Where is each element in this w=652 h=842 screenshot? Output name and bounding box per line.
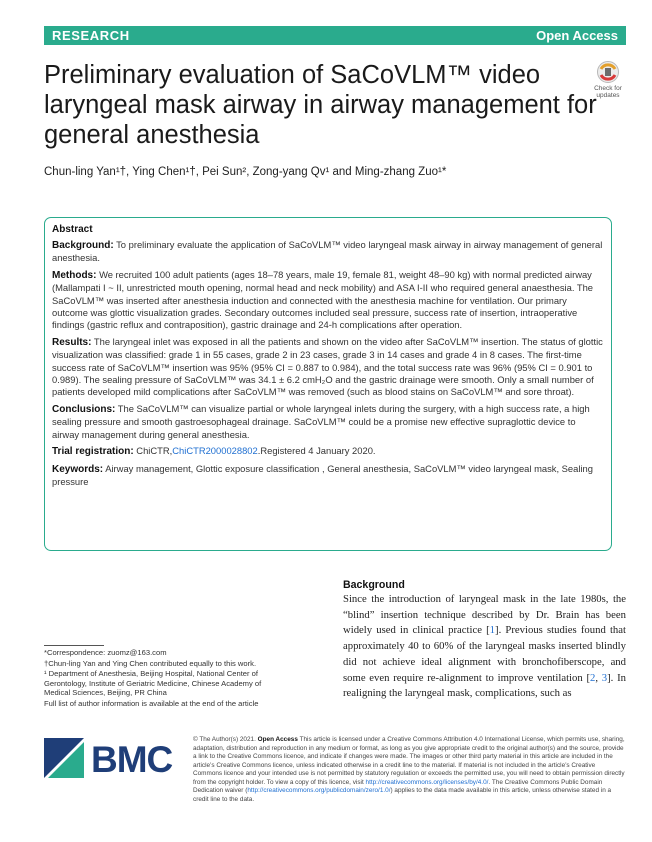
abstract-text: The laryngeal inlet was exposed in all the patients and shown on the video after SaCoVLM™ insertion. The status of glottic visualization was classified: grade 1 in 55 cases, grade 2 in 23 cases, grade 3 in 14 cases and grade 4 in 8 cases. The first-time success rate of SaCoVLM™ insertion was 95% (95% CI = 0.887 to 0.984), and the total success rate was 96% (95% CI = 0.901 to 0.989). The sealing pressure of SaCoVLM™ was 34.1 ± 6.2 cmH₂O and the gastric drainage were smooth. Only a small number of patients developed mild complications after SaCoVLM™ was removed (such as blood stains on SaCoVLM™ and sore throat).: [52, 335, 603, 398]
citation-link[interactable]: 2: [590, 671, 596, 684]
check-for-updates-icon: [590, 60, 626, 86]
body-text: ,: [595, 671, 602, 684]
section-label: RESEARCH: [52, 28, 130, 43]
author-list: Chun-ling Yan¹†, Ying Chen¹†, Pei Sun², Zong-yang Qv¹ and Ming-zhang Zuo¹*: [44, 166, 447, 178]
bmc-logo-mark-icon: [44, 738, 86, 778]
body-text: Since the introduction of laryngeal mask in the late 1980s, the “blind” insertion technique described by Dr. Brain has been widely used in clinical practice [: [343, 593, 626, 637]
body-column: [343, 578, 626, 702]
trial-label: Trial registration:: [52, 446, 134, 458]
body-text: ]. In realigning the laryngeal mask, complications, such as: [343, 671, 627, 700]
bmc-logo-text: BMC: [91, 739, 173, 780]
abstract-box: [44, 217, 612, 551]
equal-contribution-note: †Chun-ling Yan and Ying Chen contributed equally to this work.: [44, 658, 257, 668]
background-paragraph: [343, 592, 626, 702]
author-info-note: Full list of author information is available at the end of the article: [44, 698, 259, 708]
license-link[interactable]: http://creativecommons.org/licenses/by/4.0/: [365, 778, 489, 786]
abstract-methods: [52, 269, 604, 332]
citation-link[interactable]: 3: [601, 671, 608, 684]
keywords-label: Keywords:: [52, 463, 104, 475]
abstract-label: Results:: [52, 336, 92, 348]
trial-registration: [52, 445, 604, 458]
section-banner: [44, 26, 626, 45]
keywords-text: Airway management, Glottic exposure classification , General anesthesia, SaCoVLM™ video laryngeal mask, Sealing pressure: [52, 462, 593, 487]
affiliation-note: ¹ Department of Anesthesia, Beijing Hospital, National Center of Gerontology, Institute of Geriatric Medicine, Chinese Academy of Medical Sciences, Beijing, PR China: [44, 669, 262, 698]
citation-link[interactable]: 1: [489, 624, 496, 637]
trial-text-before: ChiCTR,: [136, 445, 173, 457]
license-oa-label: Open Access: [257, 736, 298, 743]
article-title: Preliminary evaluation of SaCoVLM™ video laryngeal mask airway in airway management for general anesthesia: [44, 61, 597, 149]
abstract-label: Methods:: [52, 269, 97, 281]
license-text: [193, 736, 626, 804]
correspondence-note: *Correspondence: zuomz@163.com: [44, 648, 167, 657]
license-body: ) applies to the data made available in this article, unless otherwise stated in a credit line to the data.: [193, 787, 612, 803]
license-copyright: © The Author(s) 2021.: [193, 736, 256, 743]
abstract-label: Conclusions:: [52, 403, 116, 415]
abstract-text: To preliminary evaluate the application of SaCoVLM™ video laryngeal mask airway in airway management of general anesthesia.: [52, 239, 603, 264]
public-domain-link[interactable]: http://creativecommons.org/publicdomain/zero/1.0/: [247, 787, 391, 794]
bmc-logo: [44, 738, 174, 778]
license-body: . The Creative Commons Public Domain Dedication waiver (: [193, 778, 603, 794]
open-access-label: Open Access: [536, 28, 618, 43]
check-for-updates-label: Check for updates: [594, 85, 622, 99]
keywords: [52, 463, 604, 489]
abstract-label: Background:: [52, 240, 114, 251]
footnote-divider: [44, 645, 104, 646]
check-for-updates-badge[interactable]: [590, 60, 626, 104]
trial-text-after: .Registered 4 January 2020.: [257, 445, 376, 457]
abstract-conclusions: [52, 403, 604, 441]
license-body: This article is licensed under a Creative Commons Attribution 4.0 International License, which permits use, sharing, adaptation, distribution and reproduction in any medium or format, as long as you give appropriate credit to the original author(s) and the source, provide a link to the Creative Commons licence, and indicate if changes were made. The images or other third party material in this article are included in the article’s Creative Commons licence, unless indicated otherwise in a credit line to the material. If material is not included in the article’s Creative Commons licence and your intended use is not permitted by statutory regulation or exceeds the permitted use, you will need to obtain permission directly from the copyright holder. To view a copy of this licence, visit: [193, 736, 625, 786]
body-text: ]. Previous studies found that approximately 40 to 60% of the laryngeal masks inserted blindly did not achieve ideal alignment with bronchofiberscope, and some even require re-alignment to improve ventilation [: [343, 624, 626, 684]
abstract-heading: Abstract: [52, 224, 93, 235]
footnotes: [44, 648, 280, 710]
abstract-background: [52, 239, 604, 265]
trial-registration-link[interactable]: ChiCTR2000028802: [172, 445, 258, 457]
background-heading: Background: [343, 579, 405, 591]
abstract-text: The SaCoVLM™ can visualize partial or whole laryngeal inlets during the surgery, with a high success rate, a high sealing pressure and smooth gastroesophageal drainage. SaCoVLM™ could be a promise new effective supraglottic device to airway management during general anesthesia.: [52, 402, 590, 440]
abstract-results: [52, 336, 604, 399]
abstract-text: We recruited 100 adult patients (ages 18–78 years, male 19, female 81, weight 48–90 kg) with normal predicted airway (Mallampati I ~ II, unrestricted mouth opening, normal head and neck mobility) and ASA I-II who required general anaesthesia. The SaCoVLM™ was inserted after anesthesia induction and connected with the anesthesia machine for ventilation. Our primary outcome was glottic visualization grades. Secondary outcomes included seal pressure, success rate of insertion, intraoperative findings (gastric reflux and contraposition), gastric drainage and 24-h complications after operation.: [52, 268, 594, 331]
